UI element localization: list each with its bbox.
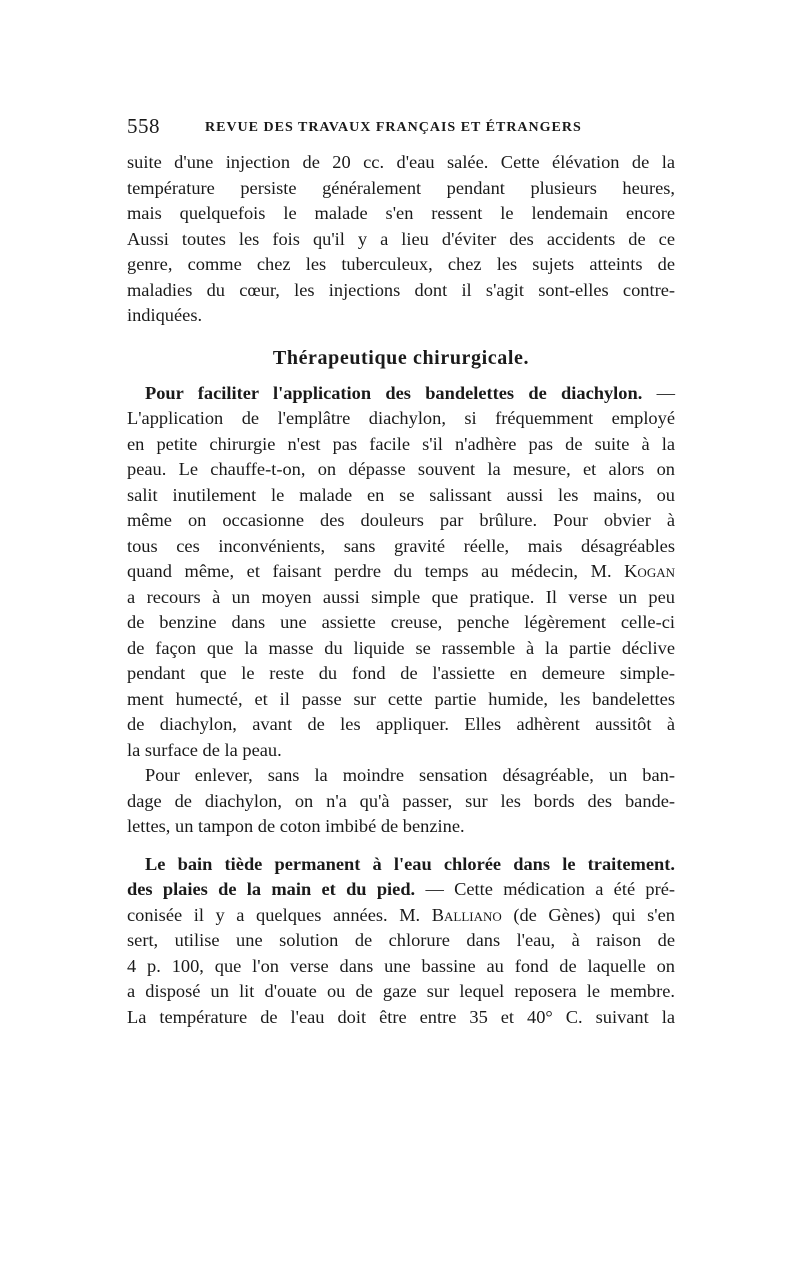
text-run: — Cette médication a été pré- <box>415 879 676 899</box>
text-line: lettes, un tampon de coton imbibé de benzine. <box>127 816 465 836</box>
text-line <box>127 903 675 929</box>
paragraph-continuation <box>127 150 675 329</box>
paragraph-heading: Le bain tiède permanent à l'eau chlorée dans le traitement. <box>145 853 675 874</box>
text-line <box>127 381 675 407</box>
text-line: même on occasionne des douleurs par brûlure. Pour obvier à <box>127 510 675 530</box>
page-header <box>127 114 675 144</box>
text-line: pendant que le reste du fond de l'assiette en demeure simple- <box>127 663 675 683</box>
text-run: quand même, et faisant perdre du temps au médecin, M. <box>127 561 625 581</box>
text-line: tous ces inconvénients, sans gravité réelle, mais désagréables <box>127 535 675 556</box>
text-line <box>127 877 675 903</box>
text-line: mais quelquefois le malade s'en ressent le lendemain encore <box>127 203 675 223</box>
text-line: L'application de l'emplâtre diachylon, si fréquemment employé <box>127 408 675 428</box>
text-line <box>127 559 675 585</box>
text-line: a recours à un moyen aussi simple que pratique. Il verse un peu <box>127 586 675 607</box>
text-line: dage de diachylon, on n'a qu'à passer, sur les bords des bande- <box>127 790 675 811</box>
text-line: Aussi toutes les fois qu'il y a lieu d'éviter des accidents de ce <box>127 228 675 249</box>
text-line: en petite chirurgie n'est pas facile s'il n'adhère pas de suite à la <box>127 433 675 454</box>
text-line: 4 p. 100, que l'on verse dans une bassine au fond de laquelle on <box>127 955 675 976</box>
text-line: salit inutilement le malade en se salissant aussi les mains, ou <box>127 484 675 505</box>
text-line: suite d'une injection de 20 cc. d'eau salée. Cette élévation de la <box>127 152 675 172</box>
page-body <box>127 150 675 1030</box>
text-line: maladies du cœur, les injections dont il s'agit sont-elles contre- <box>127 279 675 300</box>
text-line: La température de l'eau doit être entre 35 et 40° C. suivant la <box>127 1006 675 1027</box>
page-number: 558 <box>127 114 160 138</box>
text-line: température persiste généralement pendant plusieurs heures, <box>127 177 675 198</box>
paragraph-chlorine-bath <box>127 852 675 1031</box>
text-line: de benzine dans une assiette creuse, penche légèrement celle-ci <box>127 612 675 632</box>
text-line: ment humecté, et il passe sur cette partie humide, les bandelettes <box>127 688 675 709</box>
text-line: indiquées. <box>127 305 203 325</box>
author-name: Balliano <box>431 904 502 925</box>
section-title: Thérapeutique chirurgicale. <box>272 346 530 369</box>
text-line: sert, utilise une solution de chlorure dans l'eau, à raison de <box>127 930 675 950</box>
paragraph-gap <box>127 840 675 852</box>
paragraph-removal <box>127 763 675 840</box>
text-run: (de Gènes) qui s'en <box>501 904 675 925</box>
text-run: conisée il y a quelques années. M. <box>127 904 432 925</box>
text-line: peau. Le chauffe-t-on, on dépasse souvent la mesure, et alors on <box>127 459 675 479</box>
running-title: REVUE DES TRAVAUX FRANÇAIS ET ÉTRANGERS <box>205 120 582 135</box>
paragraph-heading-cont: des plaies de la main et du pied. <box>127 879 416 899</box>
heading-dash: — <box>642 382 675 403</box>
text-line: a disposé un lit d'ouate ou de gaze sur lequel reposera le membre. <box>127 981 675 1001</box>
paragraph-heading: Pour faciliter l'application des bandelettes de diachylon. <box>145 382 643 403</box>
text-line: Pour enlever, sans la moindre sensation désagréable, un ban- <box>145 765 675 785</box>
text-line: de façon que la masse du liquide se rassemble à la partie déclive <box>127 637 675 658</box>
author-name: Kogan <box>624 561 675 581</box>
paragraph-diachylon <box>127 381 675 764</box>
text-line: de diachylon, avant de les appliquer. Elles adhèrent aussitôt à <box>127 714 675 734</box>
text-line: la surface de la peau. <box>127 739 282 760</box>
text-line: genre, comme chez les tuberculeux, chez les sujets atteints de <box>127 254 675 274</box>
